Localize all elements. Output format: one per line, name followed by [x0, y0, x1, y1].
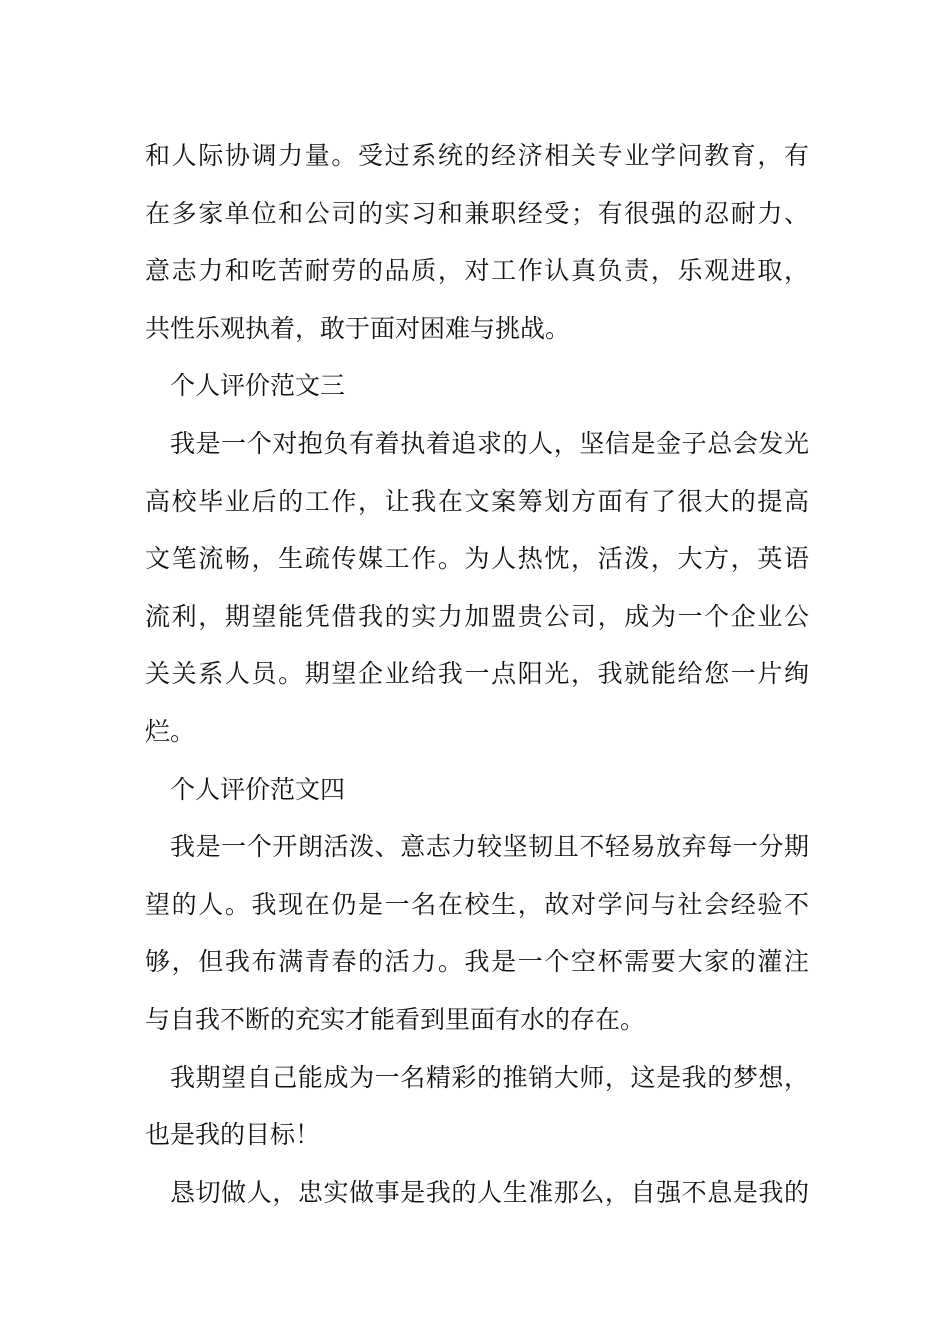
- text-line: 高校毕业后的工作，让我在文案筹划方面有了很大的提高: [145, 486, 809, 516]
- text-line: 和人际协调力量。受过系统的经济相关专业学问教育，有: [145, 141, 809, 170]
- text-line: 在多家单位和公司的实习和兼职经受；有很强的忍耐力、: [145, 198, 809, 228]
- text-line: 文笔流畅，生疏传媒工作。为人热忱，活泼，大方，英语: [145, 544, 809, 574]
- text-line: 我是一个开朗活泼、意志力较坚韧且不轻易放弃每一分期: [170, 832, 809, 862]
- text-line: 意志力和吃苦耐劳的品质，对工作认真负责，乐观进取，: [145, 256, 809, 286]
- text-line: 流利，期望能凭借我的实力加盟贵公司，成为一个企业公: [145, 601, 809, 631]
- section-heading: 个人评价范文三: [170, 371, 346, 401]
- text-line: 我是一个对抱负有着执着追求的人，坚信是金子总会发光: [170, 428, 809, 458]
- document-body: [145, 127, 809, 1221]
- text-line: 也是我的目标！: [145, 1120, 321, 1150]
- text-line: 与自我不断的充实才能看到里面有水的存在。: [145, 1004, 646, 1034]
- text-line: 望的人。我现在仍是一名在校生，故对学问与社会经验不: [145, 889, 809, 919]
- section-heading: 个人评价范文四: [170, 774, 346, 804]
- text-line: 共性乐观执着，敢于面对困难与挑战。: [145, 313, 571, 343]
- text-line: 烂。: [145, 716, 196, 746]
- text-line: 恳切做人，忠实做事是我的人生准那么，自强不息是我的: [170, 1177, 809, 1207]
- text-line: 关关系人员。期望企业给我一点阳光，我就能给您一片绚: [145, 659, 809, 689]
- text-line: 够，但我布满青春的活力。我是一个空杯需要大家的灌注: [145, 947, 809, 977]
- text-line: 我期望自己能成为一名精彩的推销大师，这是我的梦想，: [170, 1062, 809, 1092]
